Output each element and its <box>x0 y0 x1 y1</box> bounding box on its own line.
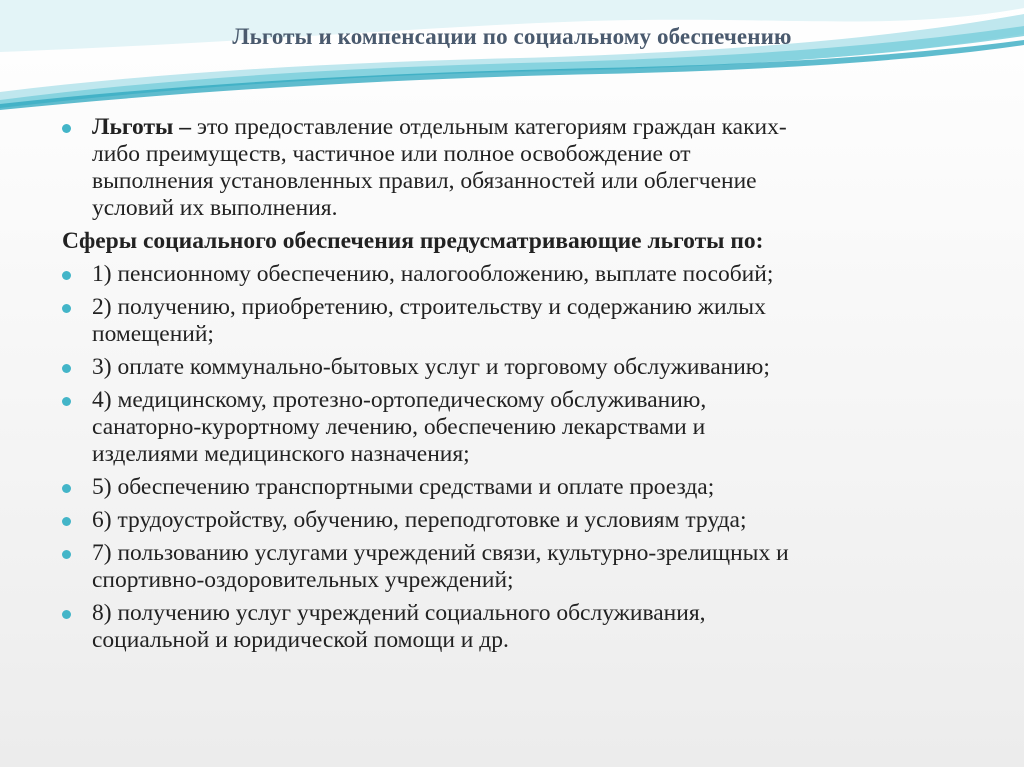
bullet-icon <box>62 550 71 559</box>
bullet-icon <box>62 304 71 313</box>
list-item-line: 6) трудоустройству, обучению, переподготовке и условиям труда; <box>92 507 747 533</box>
list-item-line: 7) пользованию услугами учреждений связи, культурно-зрелищных и <box>92 540 789 566</box>
list-item-line: 8) получению услуг учреждений социального обслуживания, <box>92 600 706 626</box>
list-item <box>62 540 962 594</box>
bullet-icon <box>62 271 71 280</box>
list-item <box>62 387 962 468</box>
definition-term: Льготы – <box>92 114 191 140</box>
bullet-icon <box>62 397 71 406</box>
definition-line <box>92 114 962 141</box>
list-item <box>62 354 962 381</box>
list-item-line: санаторно-курортному лечению, обеспечению лекарствами и <box>92 414 706 440</box>
definition-text: это предоставление отдельным категориям граждан каких- <box>190 114 787 140</box>
bullet-icon <box>62 610 71 619</box>
list-item-line: помещений; <box>92 321 214 347</box>
definition-item <box>62 114 962 222</box>
list-item-line: 1) пенсионному обеспечению, налогообложению, выплате пособий; <box>92 261 774 287</box>
slide-content <box>62 114 962 660</box>
decorative-waves <box>0 0 1024 120</box>
list-item-line: 2) получению, приобретению, строительству и содержанию жилых <box>92 294 766 320</box>
list-item-line: 4) медицинскому, протезно-ортопедическому обслуживанию, <box>92 387 707 413</box>
list-item <box>62 600 962 654</box>
definition-line: выполнения установленных правил, обязанностей или облегчение <box>92 168 757 194</box>
list-item <box>62 507 962 534</box>
list-item-line: спортивно-оздоровительных учреждений; <box>92 567 514 593</box>
list-item <box>62 294 962 348</box>
list-item <box>62 474 962 501</box>
spheres-heading: Сферы социального обеспечения предусматривающие льготы по: <box>62 228 764 254</box>
bullet-icon <box>62 517 71 526</box>
list-item-line: социальной и юридической помощи и др. <box>92 627 509 653</box>
slide-title: Льготы и компенсации по социальному обеспечению <box>232 24 792 49</box>
definition-line: условий их выполнения. <box>92 195 338 221</box>
bullet-icon <box>62 124 71 133</box>
list-item-line: изделиями медицинского назначения; <box>92 441 470 467</box>
bullet-icon <box>62 364 71 373</box>
bullet-icon <box>62 484 71 493</box>
definition-line: либо преимуществ, частичное или полное освобождение от <box>92 141 691 167</box>
list-item-line: 3) оплате коммунально-бытовых услуг и торговому обслуживанию; <box>92 354 770 380</box>
list-item-line: 5) обеспечению транспортными средствами и оплате проезда; <box>92 474 715 500</box>
list-item <box>62 261 962 288</box>
